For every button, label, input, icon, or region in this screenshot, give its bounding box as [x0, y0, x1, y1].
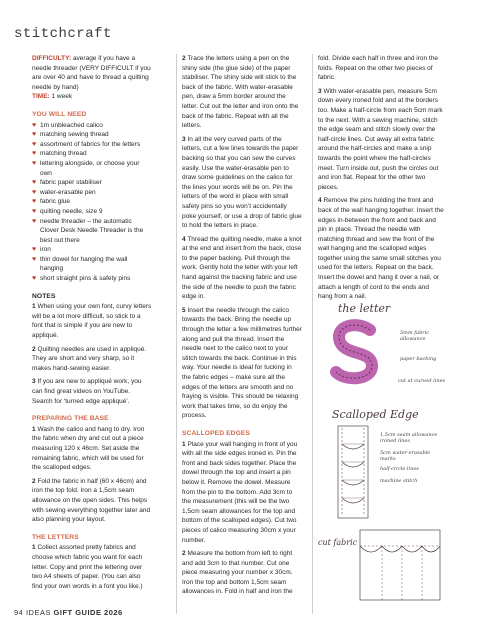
difficulty-label: DIFFICULTY: — [32, 55, 72, 62]
list-item: ♥ 1m unbleached calico — [32, 121, 152, 131]
list-item: ♥ thin dowel for hanging the wall hanging — [32, 255, 152, 274]
sketch-title-letter: the letter — [338, 302, 391, 315]
need-list — [32, 121, 152, 284]
step-text: With water-erasable pen, measure 5cm down every ironed fold and at the borders too. Make a half-circle from each 5cm mark to the next. With a sewing machine, stitch the edge seam and stitch slowly over the half-circle lines. Cut away all extra fabric around the half-circles and make a snip towards the point where the half-circles meet. Turn inside out, push the circles out and iron flat. Repeat for the other two pieces. — [318, 87, 443, 191]
step-item — [32, 543, 152, 591]
note-seam: 1,5cm seam allowance ironed lines — [380, 432, 438, 444]
need-heading: YOU WILL NEED — [32, 110, 87, 118]
note-text: When using your own font, curvy letters will be a lot more difficult, so stick to a font that is simple if you are new to appliqué. — [32, 303, 152, 340]
step-number: 4 — [318, 197, 322, 205]
step-item — [182, 549, 302, 597]
note-text: Quilting needles are used in appliqué. They are short and very sharp, so it makes hand-sewing easier. — [32, 345, 147, 372]
step-number: 3 — [32, 378, 36, 386]
note-machine: machine stitch — [380, 478, 418, 484]
step-text: Remove the pins holding the front and back of the wall hanging together. Insert the edges in-between the front and back and pin in place. Thread the needle with matching thread and sew the front of the wall hanging and the scalloped edges together using the same small stitches you used for the letters. Repeat on the back. Insert the dowel and hang it over a nail, or attach a length of cord to the ends and hang from a nail. — [318, 197, 444, 301]
note-cut: cut at curved lines — [398, 378, 446, 384]
step-number: 5 — [182, 306, 186, 314]
list-item: ♥ matching sewing thread — [32, 130, 152, 140]
step-number: 1 — [32, 425, 36, 433]
list-item: ♥ lettering alongside, or choose your own — [32, 159, 152, 178]
step-number: 1 — [32, 544, 36, 552]
sketch-title-edge: Scalloped Edge — [332, 408, 419, 421]
note-text: If you are new to appliqué work, you can find great videos on YouTube. Search for ‘turned edge appliqué’. — [32, 378, 142, 405]
base-heading: PREPARING THE BASE — [32, 415, 109, 423]
step-number: 2 — [32, 345, 36, 353]
letter-s-sketch — [326, 318, 388, 386]
step-item — [182, 135, 302, 231]
cut-fabric-sketch — [354, 526, 446, 604]
letters-heading: THE LETTERS — [32, 533, 79, 541]
step-item — [318, 196, 444, 302]
step-number: 1 — [182, 440, 186, 448]
difficulty — [32, 54, 152, 102]
step-number: 2 — [182, 550, 186, 558]
step-text: Measure the bottom from left to right and add 3cm to that number. Cut one piece measuring your number x 30cm. Iron the top and bottom 1,5cm seam allowances in. Fold in half and iron the — [182, 550, 293, 596]
step-item — [182, 54, 302, 131]
sketch-title-cut: cut fabric — [318, 538, 358, 547]
note-marks: 5cm water-erasable marks — [380, 450, 431, 462]
page-footer — [14, 608, 123, 617]
step-text: Thread the quilting needle, make a knot at the end and insert from the back, close to the paper backing. Pull through the work. Gently hold the letter with your left hand against the backing fabric and use the side of the needle to push the fabric edge in. — [182, 235, 302, 301]
time-text: 1 week — [51, 93, 73, 101]
step-item — [318, 87, 444, 193]
issue-name: GIFT GUIDE 2026 — [53, 608, 123, 617]
list-item: ♥ quilting needle, size 9 — [32, 207, 152, 217]
step-item — [182, 440, 302, 546]
difficulty-text: average if you have a needle threader (VERY DIFFICULT if you are over 40 and have to thread a quilting needle by hand) — [32, 55, 151, 91]
list-item: ♥ fabric paper stabiliser — [32, 178, 152, 188]
time-label: TIME: — [32, 93, 50, 101]
note-paper: paper backing — [400, 356, 437, 362]
step-text: Place your wall hanging in front of you with all the side edges ironed in. Pin the front and back sides together. Place the dowel through the top and insert a pin below it. Remove the dowel. Measure from the pin to the bottom. Add 3cm to the measurement (this will be the two 1,5cm seam allowances for the top and bottom of the scalloped edges). Cut two pieces of calico measuring 30cm x your number. — [182, 440, 298, 544]
step-text: Wash the calico and hang to dry. Iron the fabric when dry and cut out a piece measuring 120 x 46cm. Set aside the remaining fabric, which will be used for the scalloped edges. — [32, 425, 145, 472]
section-header: stitchcraft — [14, 26, 112, 42]
note-item — [32, 377, 152, 406]
column-3 — [318, 54, 444, 306]
column-2 — [182, 54, 302, 601]
list-item: ♥ water-erasable pen — [32, 188, 152, 198]
magazine-name: IDEAS — [25, 608, 51, 617]
step-number: 3 — [318, 87, 322, 95]
scallop-heading: SCALLOPED EDGES — [182, 429, 251, 437]
step-text: Insert the needle through the calico towards the back. Bring the needle up through the letter a few millimetres further along and pull the thread. Insert the needle next to the calico next to your stitch towards the back. Continue in this way. Your needle is ideal for tucking in the fabric edges – make sure all the edges of the letters are smooth and no fraying is visible. This should be relaxing work that takes time, so do enjoy the process. — [182, 306, 302, 420]
list-item: ♥ matching thread — [32, 149, 152, 159]
column-1 — [32, 54, 152, 595]
step-text: Trace the letters using a pen on the shiny side (the glue side) of the paper stabiliser. The shiny side will stick to the back of the fabric. With water-erasable pen, draw a 5mm border around the letter. Cut out the letter and iron onto the back of the fabric. Repeat with all the letters. — [182, 55, 299, 130]
column-divider — [176, 54, 177, 614]
step-text: Fold the fabric in half (60 x 46cm) and iron the top fold. Iron a 1,5cm seam allowance on the open sides. This helps with sewing everything together later and also planning your layout. — [32, 477, 151, 524]
list-item: ♥ needle threader – the automatic Clover Desk Needle Threader is the best out there — [32, 217, 152, 246]
step-item — [182, 306, 302, 421]
note-item — [32, 345, 152, 374]
scalloped-edge-sketch — [336, 424, 372, 520]
list-item: ♥ iron — [32, 245, 152, 255]
note-halfcircle: half-circle lines — [380, 466, 419, 472]
note-item — [32, 302, 152, 340]
note-allowance: 5mm fabric allowance — [400, 330, 430, 342]
column-divider — [312, 54, 313, 614]
list-item: ♥ short straight pins & safety pins — [32, 274, 152, 284]
step-number: 2 — [182, 55, 186, 62]
step-number: 1 — [32, 303, 36, 311]
notes-heading: NOTES — [32, 292, 56, 300]
step-item — [32, 425, 152, 473]
step-number: 4 — [182, 235, 186, 243]
list-item: ♥ assortment of fabrics for the letters — [32, 140, 152, 150]
list-item: ♥ fabric glue — [32, 197, 152, 207]
step-number: 2 — [32, 477, 36, 485]
step-text-continued: fold. Divide each half in three and iron the folds. Repeat on the other two pieces of fabric. — [318, 55, 438, 82]
step-text: In all the very curved parts of the letters, cut a few lines towards the paper backing so that you can sew the curves easily. Use the water-erasable pen to draw some guidelines on the calico for the lines your words will be on. Pin the letters of the word in place with small safety pins so you won’t accidentally poke yourself, or use a drop of fabric glue to hold the letters in place. — [182, 135, 302, 230]
page-number: 94 — [14, 608, 24, 617]
step-item — [182, 235, 302, 302]
step-text: Collect assorted pretty fabrics and choose which fabric you want for each letter. Copy and print the lettering over two A4 sheets of paper. (You can also find your own words in a font you like.) — [32, 544, 143, 590]
step-number: 3 — [182, 135, 186, 143]
step-item — [32, 477, 152, 525]
